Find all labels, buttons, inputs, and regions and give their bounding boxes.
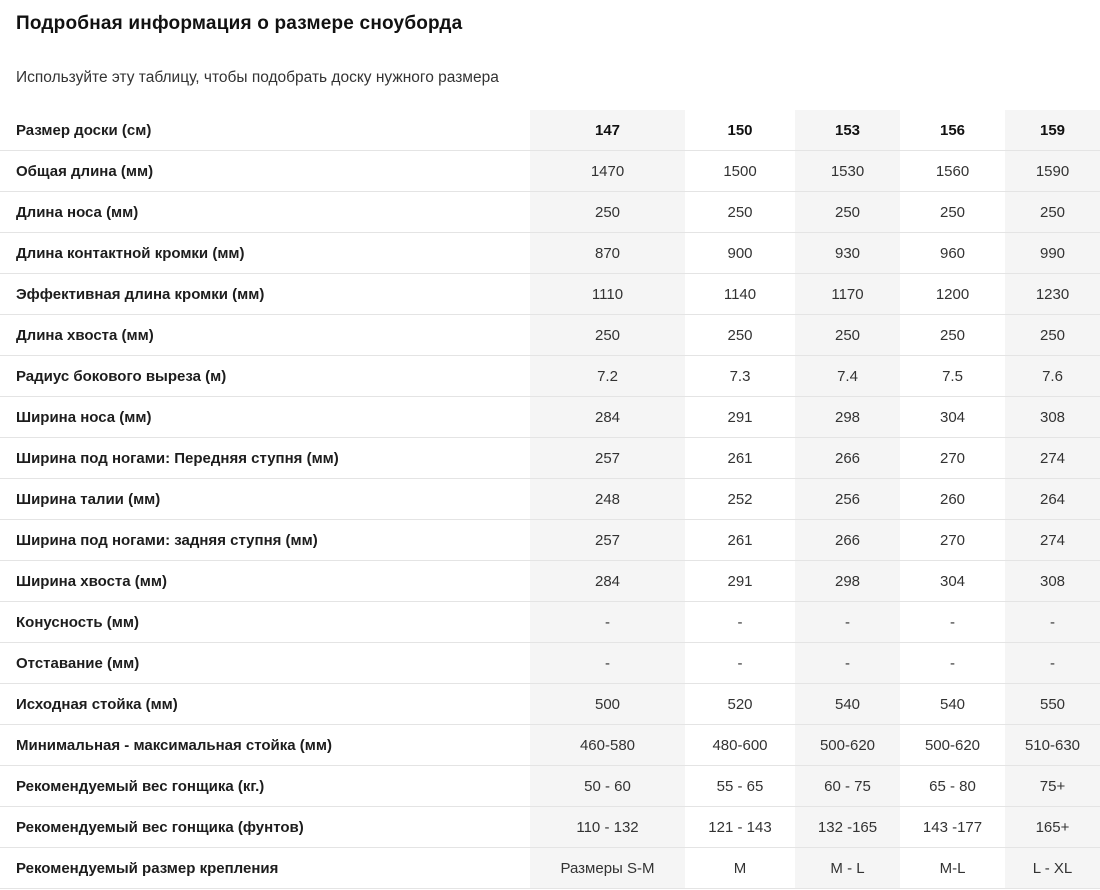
cell-value: M-L — [939, 859, 966, 877]
cell-value: 60 - 75 — [795, 766, 900, 806]
cell-value: 7.3 — [729, 367, 751, 385]
cell-value: 298 — [795, 561, 900, 601]
table-row — [0, 397, 1100, 438]
cell-value: 270 — [939, 449, 966, 467]
cell-value: 121 - 143 — [708, 818, 772, 836]
cell-value: 75+ — [1005, 766, 1100, 806]
cell-value: 284 — [530, 561, 685, 601]
header-cell-value: 147 — [530, 110, 685, 150]
table-row — [0, 602, 1100, 643]
cell-value: 1230 — [1005, 274, 1100, 314]
cell-value: - — [950, 613, 955, 631]
cell-value: 500-620 — [924, 736, 981, 754]
cell-value: 260 — [939, 490, 966, 508]
table-row — [0, 315, 1100, 356]
cell-value: 284 — [530, 397, 685, 437]
cell-value: 1560 — [935, 162, 970, 180]
cell-value: 250 — [795, 192, 900, 232]
cell-value: 65 - 80 — [929, 777, 976, 795]
cell-value: 1170 — [795, 274, 900, 314]
cell-value: - — [1005, 643, 1100, 683]
cell-value: 257 — [530, 520, 685, 560]
cell-value: 298 — [795, 397, 900, 437]
cell-value: 1530 — [795, 151, 900, 191]
cell-value: 55 - 65 — [716, 777, 764, 795]
cell-value: 165+ — [1005, 807, 1100, 847]
cell-value: 870 — [530, 233, 685, 273]
cell-value: 460-580 — [530, 725, 685, 765]
table-header-row — [0, 110, 1100, 151]
cell-value: 266 — [795, 520, 900, 560]
cell-value: 110 - 132 — [530, 807, 685, 847]
cell-value: 7.4 — [795, 356, 900, 396]
cell-value: 304 — [939, 408, 966, 426]
cell-value: - — [737, 654, 743, 672]
cell-value: 250 — [727, 203, 753, 221]
cell-value: 50 - 60 — [530, 766, 685, 806]
table-row — [0, 725, 1100, 766]
cell-value: 248 — [530, 479, 685, 519]
table-row — [0, 807, 1100, 848]
cell-value: 308 — [1005, 397, 1100, 437]
cell-value: 132 -165 — [795, 807, 900, 847]
cell-value: 291 — [727, 572, 753, 590]
cell-value: Размеры S-M — [530, 848, 685, 888]
cell-value: L - XL — [1005, 848, 1100, 888]
cell-value: 250 — [1005, 315, 1100, 355]
cell-value: - — [795, 602, 900, 642]
table-row — [0, 643, 1100, 684]
table-row — [0, 684, 1100, 725]
cell-value: 500 — [530, 684, 685, 724]
cell-value: 250 — [727, 326, 753, 344]
table-row — [0, 848, 1100, 889]
cell-value: 540 — [939, 695, 966, 713]
header-row-label: Размер доски (см) — [16, 121, 152, 139]
cell-value: 990 — [1005, 233, 1100, 273]
cell-value: 266 — [795, 438, 900, 478]
cell-value: 480-600 — [712, 736, 768, 754]
cell-value: 274 — [1005, 520, 1100, 560]
row-label: Рекомендуемый вес гонщика (кг.) — [16, 777, 265, 795]
cell-value: 250 — [795, 315, 900, 355]
header-cell-value: 150 — [727, 121, 753, 139]
cell-value: 1110 — [530, 274, 685, 314]
row-label: Длина хвоста (мм) — [16, 326, 154, 344]
table-row — [0, 192, 1100, 233]
page-title: Подробная информация о размере сноуборда — [16, 13, 463, 34]
cell-value: 1470 — [530, 151, 685, 191]
table-row — [0, 561, 1100, 602]
page-subtitle: Используйте эту таблицу, чтобы подобрать доску нужного размера — [16, 69, 499, 86]
row-label: Длина контактной кромки (мм) — [16, 244, 245, 262]
row-label: Ширина под ногами: задняя ступня (мм) — [16, 531, 318, 549]
table-row — [0, 766, 1100, 807]
cell-value: M — [733, 859, 747, 877]
cell-value: - — [530, 602, 685, 642]
cell-value: 261 — [727, 449, 753, 467]
cell-value: 500-620 — [795, 725, 900, 765]
table-row — [0, 479, 1100, 520]
row-label: Ширина под ногами: Передняя ступня (мм) — [16, 449, 339, 467]
row-label: Минимальная - максимальная стойка (мм) — [16, 736, 332, 754]
cell-value: 930 — [795, 233, 900, 273]
cell-value: 257 — [530, 438, 685, 478]
cell-value: 960 — [939, 244, 966, 262]
cell-value: 7.5 — [942, 367, 963, 385]
table-row — [0, 151, 1100, 192]
row-label: Рекомендуемый вес гонщика (фунтов) — [16, 818, 304, 836]
cell-value: 274 — [1005, 438, 1100, 478]
table-row — [0, 438, 1100, 479]
row-label: Конусность (мм) — [16, 613, 139, 631]
cell-value: 256 — [795, 479, 900, 519]
cell-value: 1200 — [935, 285, 970, 303]
cell-value: 308 — [1005, 561, 1100, 601]
size-table — [0, 110, 1100, 889]
cell-value: 270 — [939, 531, 966, 549]
cell-value: 250 — [939, 326, 966, 344]
table-row — [0, 356, 1100, 397]
cell-value: 250 — [939, 203, 966, 221]
cell-value: - — [737, 613, 743, 631]
cell-value: 1140 — [723, 285, 757, 303]
cell-value: 520 — [727, 695, 753, 713]
cell-value: 540 — [795, 684, 900, 724]
cell-value: 250 — [530, 192, 685, 232]
cell-value: M - L — [795, 848, 900, 888]
row-label: Ширина талии (мм) — [16, 490, 161, 508]
cell-value: 261 — [727, 531, 753, 549]
row-label: Ширина хвоста (мм) — [16, 572, 167, 590]
row-label: Исходная стойка (мм) — [16, 695, 178, 713]
cell-value: 7.6 — [1005, 356, 1100, 396]
cell-value: 7.2 — [530, 356, 685, 396]
header-cell-value: 159 — [1005, 110, 1100, 150]
cell-value: 264 — [1005, 479, 1100, 519]
row-label: Общая длина (мм) — [16, 162, 154, 180]
row-label: Радиус бокового выреза (м) — [16, 367, 227, 385]
row-label: Отставание (мм) — [16, 654, 140, 672]
row-label: Рекомендуемый размер крепления — [16, 859, 279, 877]
cell-value: 1500 — [723, 162, 757, 180]
cell-value: 304 — [939, 572, 966, 590]
cell-value: 291 — [727, 408, 753, 426]
cell-value: 1590 — [1005, 151, 1100, 191]
cell-value: 250 — [1005, 192, 1100, 232]
header-cell-value: 156 — [939, 121, 966, 139]
row-label: Длина носа (мм) — [16, 203, 139, 221]
table-row — [0, 274, 1100, 315]
cell-value: 143 -177 — [922, 818, 983, 836]
cell-value: - — [530, 643, 685, 683]
cell-value: 510-630 — [1005, 725, 1100, 765]
cell-value: 252 — [727, 490, 753, 508]
header-cell-value: 153 — [795, 110, 900, 150]
cell-value: - — [1005, 602, 1100, 642]
row-label: Эффективная длина кромки (мм) — [16, 285, 265, 303]
cell-value: - — [950, 654, 955, 672]
row-label: Ширина носа (мм) — [16, 408, 152, 426]
cell-value: 250 — [530, 315, 685, 355]
cell-value: - — [795, 643, 900, 683]
cell-value: 550 — [1005, 684, 1100, 724]
table-row — [0, 520, 1100, 561]
cell-value: 900 — [727, 244, 753, 262]
table-row — [0, 233, 1100, 274]
